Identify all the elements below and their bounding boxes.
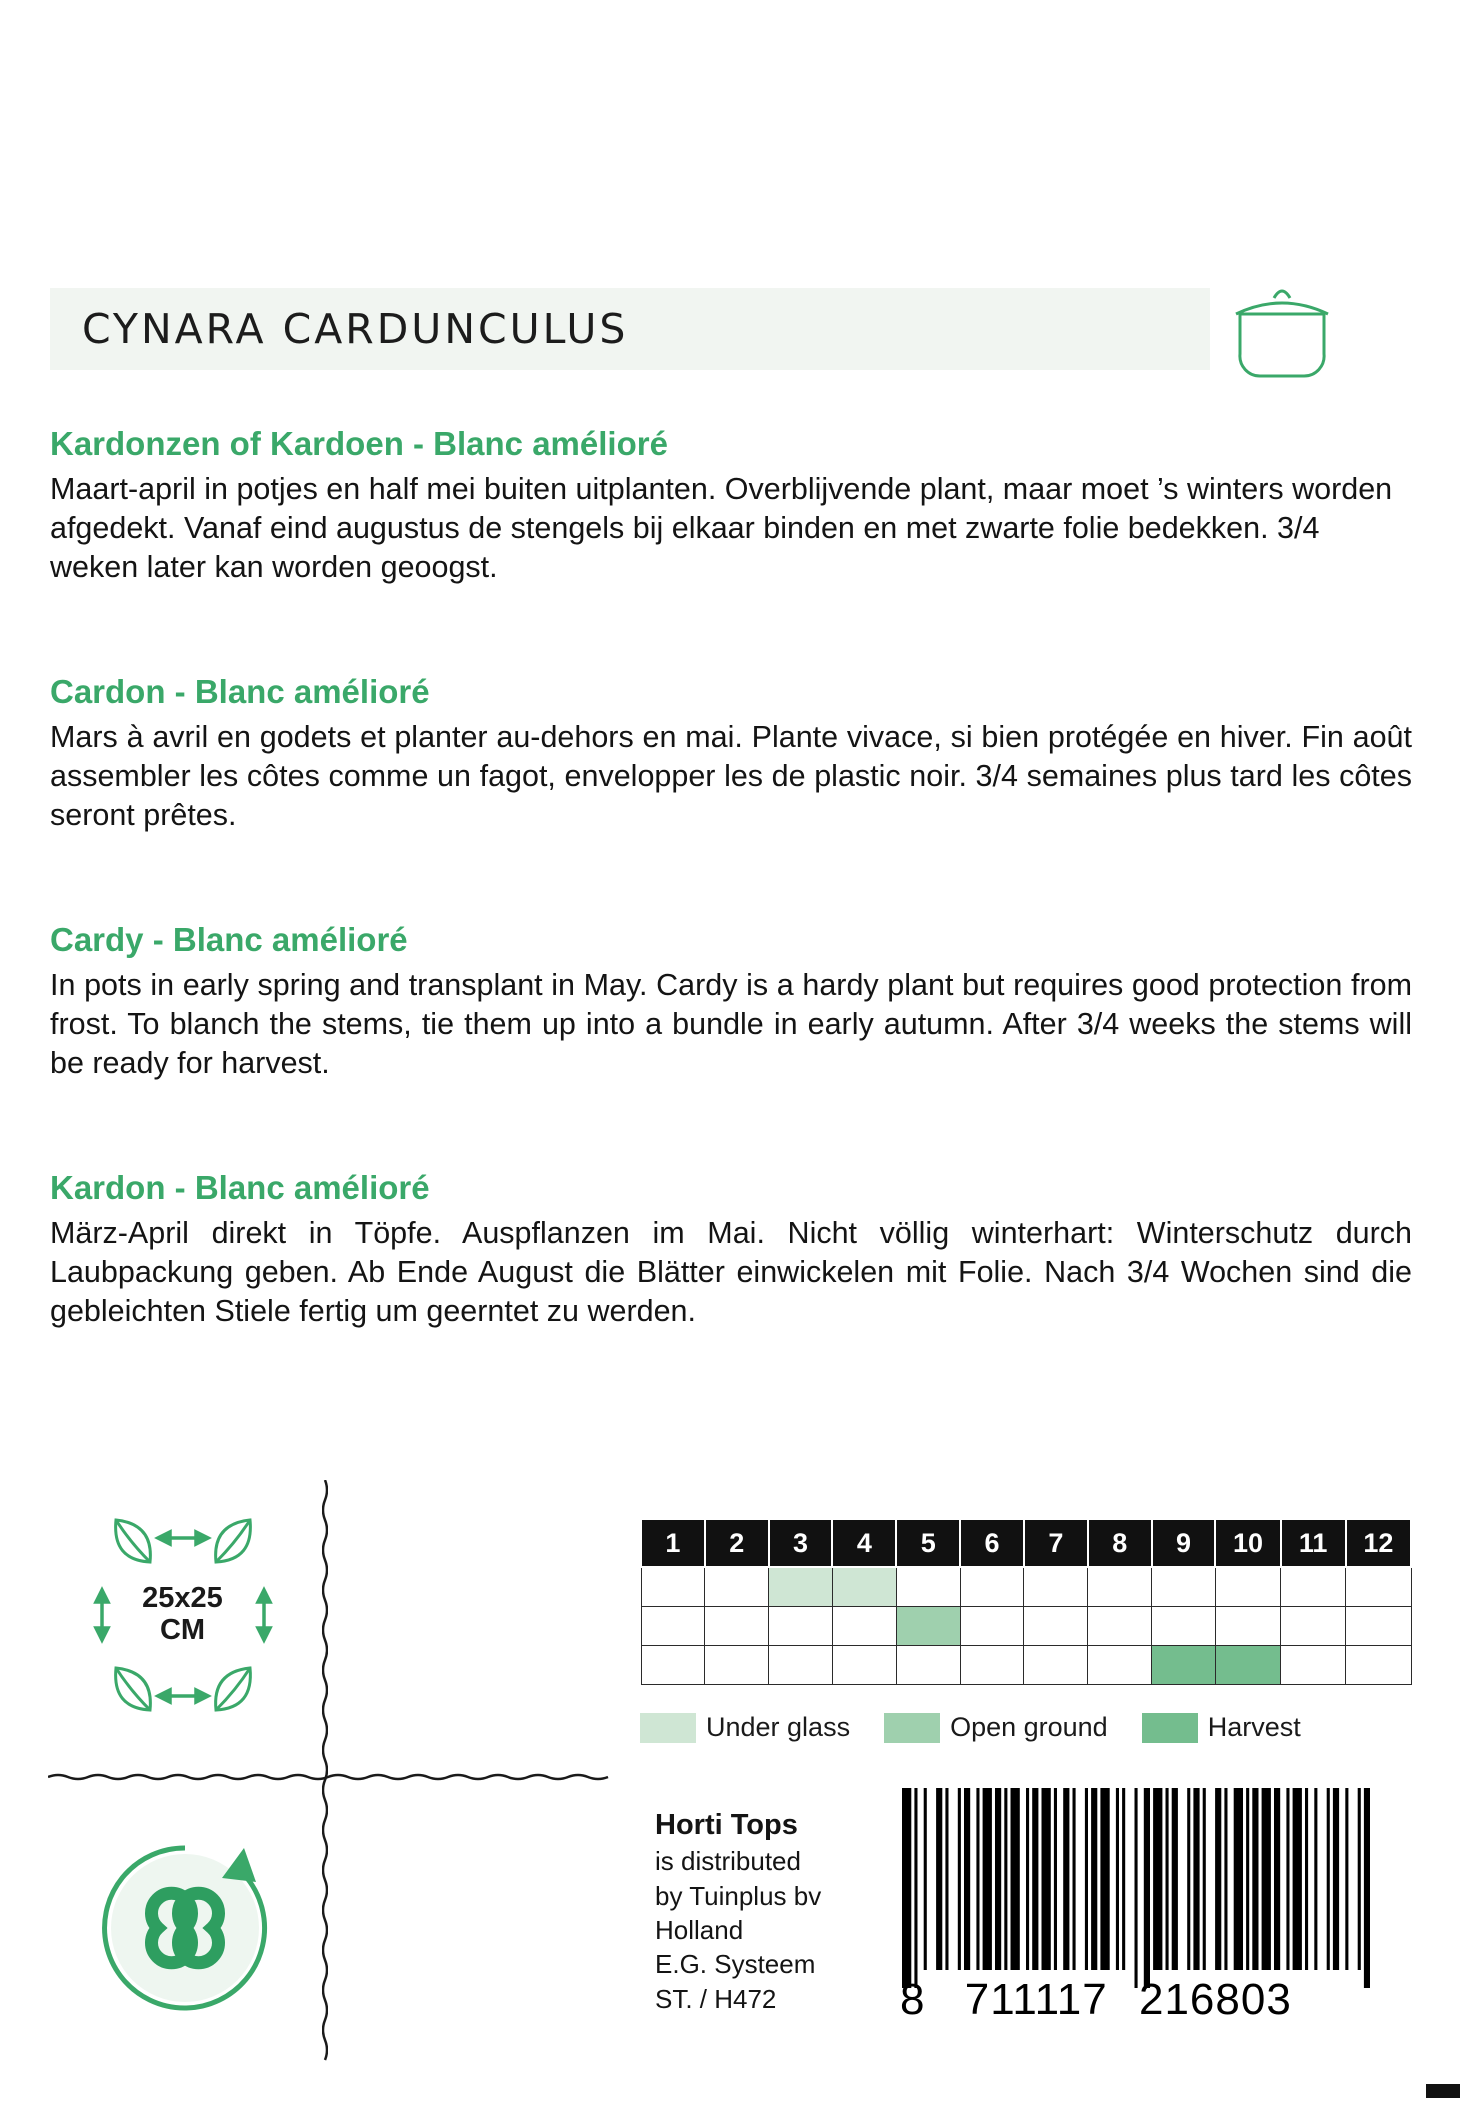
header-bar [50,288,1210,370]
calendar-table [640,1518,1412,1685]
publisher-name: Horti Tops [655,1809,798,1841]
publisher-line-1: is distributed [655,1846,801,1877]
calendar-cell-empty [1088,1646,1152,1685]
divider-horizontal [48,1768,618,1772]
calendar-cell-empty [1281,1607,1346,1646]
month-header: 10 [1215,1519,1280,1567]
month-header: 4 [832,1519,896,1567]
calendar-cell-empty [641,1607,705,1646]
calendar-cell-empty [960,1646,1024,1685]
calendar-cell-empty [1088,1567,1152,1607]
calendar-cell-empty [705,1607,769,1646]
calendar-cell-empty [1346,1567,1411,1607]
calendar-cell-empty [1281,1567,1346,1607]
month-header: 12 [1346,1519,1411,1567]
calendar-cell-empty [1024,1567,1088,1607]
calendar-cell-empty [641,1567,705,1607]
calendar-cell-empty [1346,1646,1411,1685]
calendar-cell-open [896,1607,960,1646]
legend-item-harvest [1142,1712,1301,1743]
calendar-cell-empty [705,1646,769,1685]
calendar-cell-empty [1346,1607,1411,1646]
calendar-cell-empty [832,1607,896,1646]
month-header: 1 [641,1519,705,1567]
spacing-unit: CM [159,1614,206,1647]
text-block-french [50,672,1412,835]
infinity-perennial-icon [80,1820,290,2030]
calendar-legend [640,1712,1430,1743]
block-title-german: Kardon - Blanc amélioré [50,1169,430,1206]
barcode-group-2: 216803 [1138,1975,1292,2024]
publisher-line-3: Holland [655,1914,744,1945]
pot-with-lid-icon [1222,278,1342,384]
block-body-english: In pots in early spring and transplant in May. Cardy is a hardy plant but requires good protection from frost. To blanch the stems, tie them up into a bundle in early autumn. After 3/4 weeks the stems will be ready for harvest. [50,967,1412,1080]
calendar-cell-empty [1024,1607,1088,1646]
block-title-english: Cardy - Blanc amélioré [50,921,408,958]
calendar-cell-empty [705,1567,769,1607]
sowing-calendar [640,1518,1412,1685]
spacing-label [100,1582,265,1647]
month-header: 6 [960,1519,1024,1567]
calendar-cell-empty [641,1646,705,1685]
calendar-body [641,1567,1411,1685]
month-header: 8 [1088,1519,1152,1567]
legend-swatch-harvest [1142,1713,1198,1743]
calendar-cell-harv [1152,1646,1216,1685]
calendar-cell-empty [960,1607,1024,1646]
calendar-cell-harv [1215,1646,1280,1685]
calendar-cell-empty [769,1607,833,1646]
corner-mark [1426,2084,1460,2098]
calendar-cell-empty [832,1646,896,1685]
month-header: 5 [896,1519,960,1567]
calendar-cell-empty [1088,1607,1152,1646]
month-header: 7 [1024,1519,1088,1567]
calendar-cell-empty [1281,1646,1346,1685]
calendar-row [641,1646,1411,1685]
month-header: 3 [769,1519,833,1567]
calendar-cell-empty [1152,1567,1216,1607]
calendar-cell-empty [896,1646,960,1685]
page-title: CYNARA CARDUNCULUS [82,305,629,353]
text-block-english [50,920,1412,1083]
legend-label-harvest: Harvest [1207,1712,1301,1742]
month-header: 9 [1152,1519,1216,1567]
spacing-distance: 25x25 [142,1582,223,1614]
calendar-cell-empty [1152,1607,1216,1646]
calendar-cell-glass [832,1567,896,1607]
calendar-cell-empty [896,1567,960,1607]
publisher-line-2: by Tuinplus bv [655,1880,822,1911]
legend-swatch-under-glass [640,1713,696,1743]
barcode-left-digit: 8 [900,1975,926,2024]
text-block-german [50,1168,1412,1331]
calendar-cell-empty [1024,1646,1088,1685]
legend-item-under-glass [640,1712,850,1743]
month-header: 11 [1281,1519,1346,1567]
block-body-dutch: Maart-april in potjes en half mei buiten uitplanten. Overblijvende plant, maar moet ’s winters worden afgedekt. Vanaf eind augustus de stengels bij elkaar binden en met zwarte folie bedekken. 3/4 weken later kan worden geoogst. [50,471,1393,584]
publisher-line-5: ST. / H472 [655,1983,777,2014]
block-title-french: Cardon - Blanc amélioré [50,673,430,710]
text-block-dutch [50,424,1412,587]
publisher-info [655,1806,821,2016]
legend-label-under-glass: Under glass [706,1712,851,1742]
calendar-header-row [641,1519,1411,1567]
legend-label-open-ground: Open ground [950,1712,1108,1742]
calendar-cell-empty [769,1646,833,1685]
block-body-german: März-April direkt in Töpfe. Auspflanzen im Mai. Nicht völlig winterhart: Winterschutz durch Laubpackung geben. Ab Ende August die Blätter einwickelen mit Folie. Nach 3/4 Wochen sind die gebleichten Stiele fertig um geerntet zu werden. [50,1215,1412,1328]
calendar-row [641,1567,1411,1607]
month-header: 2 [705,1519,769,1567]
calendar-cell-empty [1215,1567,1280,1607]
block-title-dutch: Kardonzen of Kardoen - Blanc amélioré [50,425,668,462]
publisher-line-4: E.G. Systeem [655,1949,816,1980]
calendar-cell-glass [769,1567,833,1607]
calendar-cell-empty [1215,1607,1280,1646]
barcode-digits [900,1975,1370,2025]
calendar-cell-empty [960,1567,1024,1607]
calendar-row [641,1607,1411,1646]
legend-swatch-open-ground [884,1713,940,1743]
legend-item-open-ground [884,1712,1108,1743]
block-body-french: Mars à avril en godets et planter au-dehors en mai. Plante vivace, si bien protégée en hiver. Fin août assembler les côtes comme un fagot, envelopper les de plastic noir. 3/4 semaines plus tard les côtes seront prêtes. [50,719,1412,832]
barcode-group-1: 711117 [964,1975,1108,2024]
